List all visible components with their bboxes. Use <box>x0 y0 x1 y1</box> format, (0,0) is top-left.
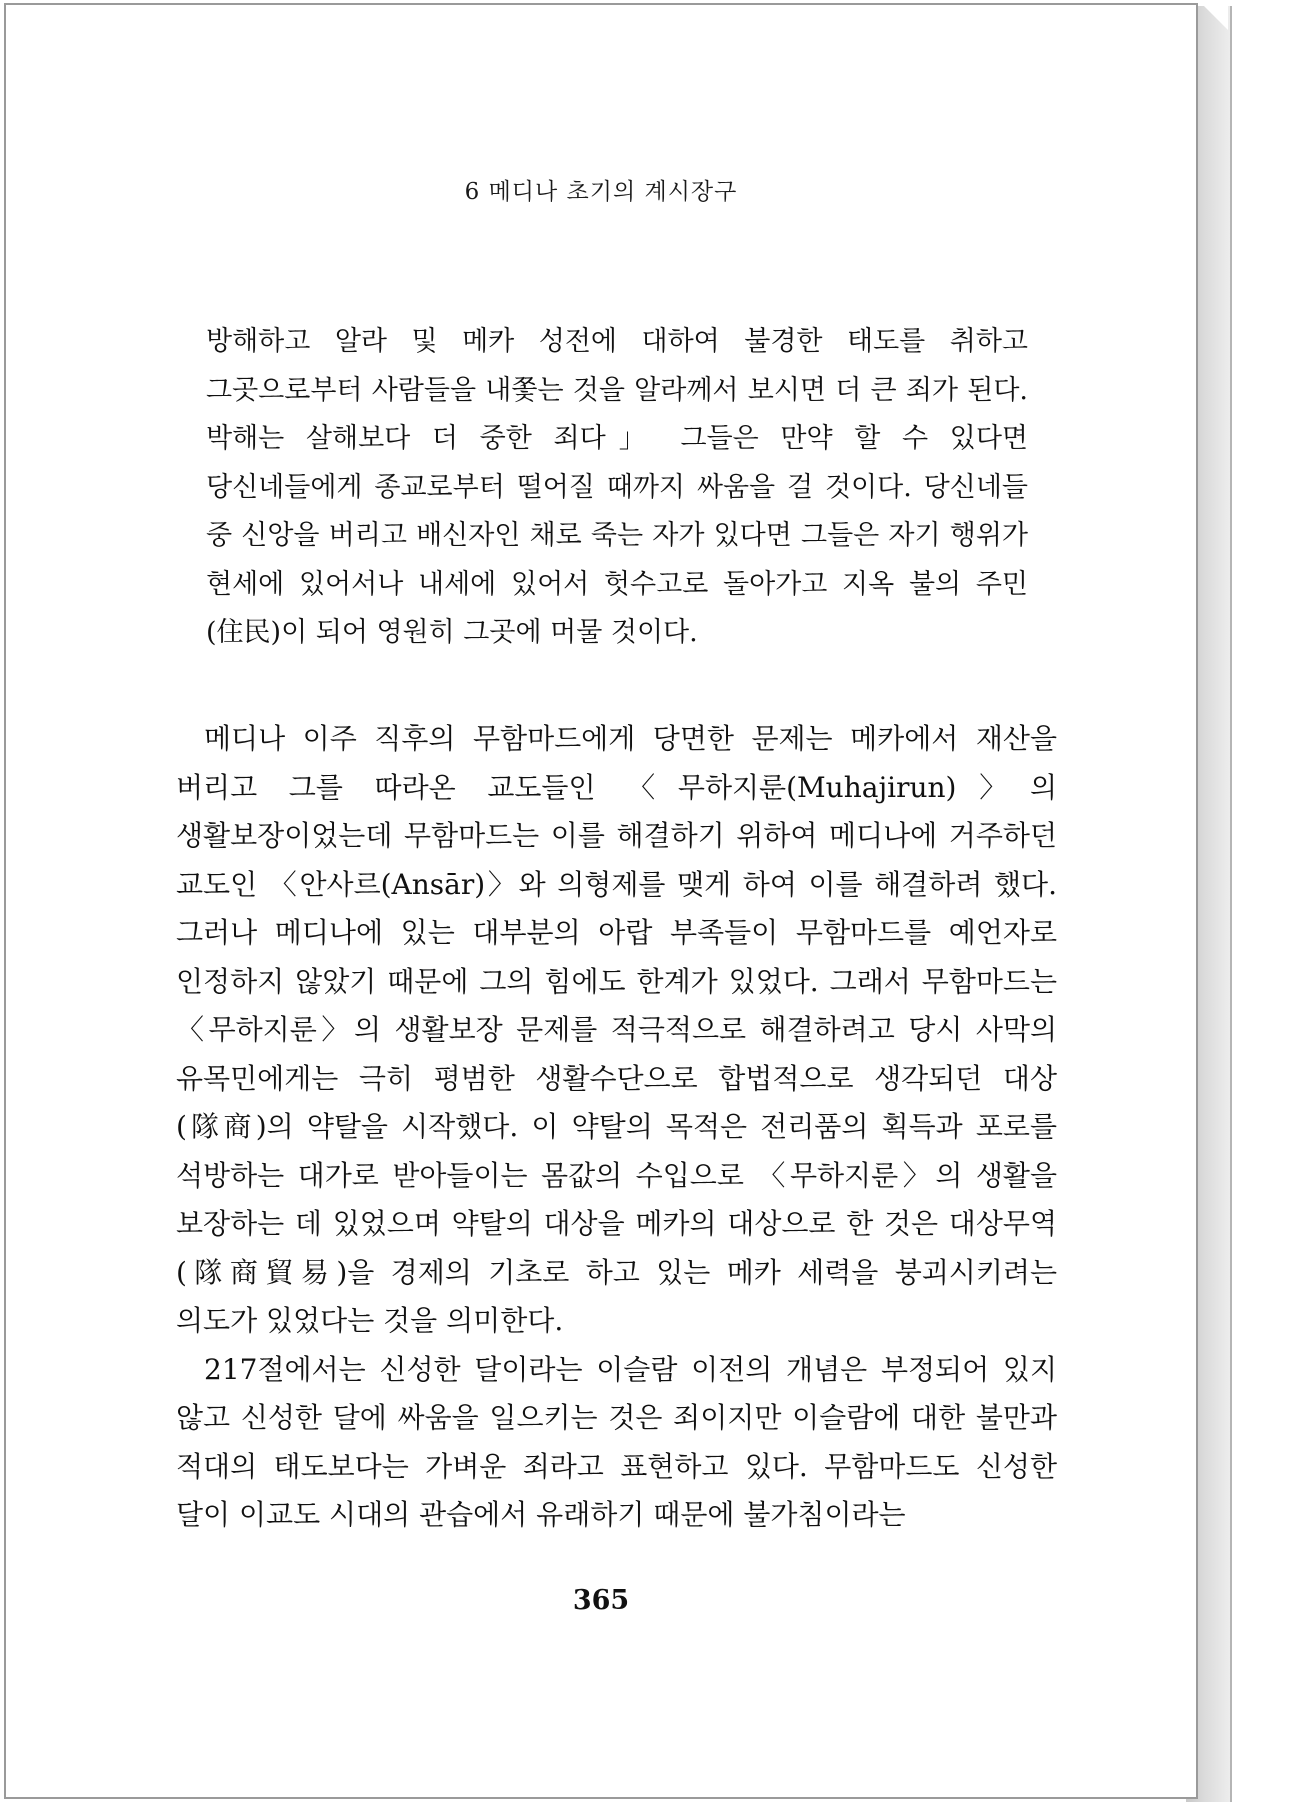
body-text <box>176 715 1057 1540</box>
quoted-verse-block: 방해하고 알라 및 메카 성전에 대하여 불경한 태도를 취하고 그곳으로부터 사람들을 내쫓는 것을 알라께서 보시면 더 큰 죄가 된다. 박해는 살해보다 더 중한 죄다」 그들은 만약 할 수 있다면 당신네들에게 종교로부터 떨어질 때까지 싸움을 걸 것이다. 당신네들 중 신앙을 버리고 배신자인 채로 죽는 자가 있다면 그들은 자기 행위가 현세에 있어서나 내세에 있어서 헛수고로 돌아가고 지옥 불의 주민(住民)이 되어 영원히 그곳에 머물 것이다. <box>206 326 1028 648</box>
book-page <box>4 3 1198 1799</box>
paragraph-2: 217절에서는 신성한 달이라는 이슬람 이전의 개념은 부정되어 있지 않고 신성한 달에 싸움을 일으키는 것은 죄이지만 이슬람에 대한 불만과 적대의 태도보다는 가벼운 죄라고 표현하고 있다. 무함마드도 신성한 달이 이교도 시대의 관습에서 유래하기 때문에 불가침이라는 <box>176 1352 1057 1531</box>
running-head: 6 메디나 초기의 계시장구 <box>464 179 738 205</box>
page-corner <box>1198 0 1228 30</box>
paragraph-1: 메디나 이주 직후의 무함마드에게 당면한 문제는 메카에서 재산을 버리고 그를 따라온 교도들인 〈무하지룬(Muhajirun)〉의 생활보장이었는데 무함마드는 이를 해결하기 위하여 메디나에 거주하던 교도인 〈안사르(Ansār)〉와 의형제를 맺게 하여 이를 해결하려 했다. 그러나 메디나에 있는 대부분의 아랍 부족들이 무함마드를 예언자로 인정하지 않았기 때문에 그의 힘에도 한계가 있었다. 그래서 무함마드는 〈무하지룬〉의 생활보장 문제를 적극적으로 해결하려고 당시 사막의 유목민에게는 극히 평범한 생활수단으로 합법적으로 생각되던 대상(隊商)의 약탈을 시작했다. 이 약탈의 목적은 전리품의 획득과 포로를 석방하는 대가로 받아들이는 몸값의 수입으로 〈무하지룬〉의 생활을 보장하는 데 있었으며 약탈의 대상을 메카의 대상으로 한 것은 대상무역(隊商貿易)을 경제의 기초로 하고 있는 메카 세력을 붕괴시키려는 의도가 있었다는 것을 의미한다. <box>176 722 1057 1337</box>
page-number: 365 <box>572 1585 630 1616</box>
